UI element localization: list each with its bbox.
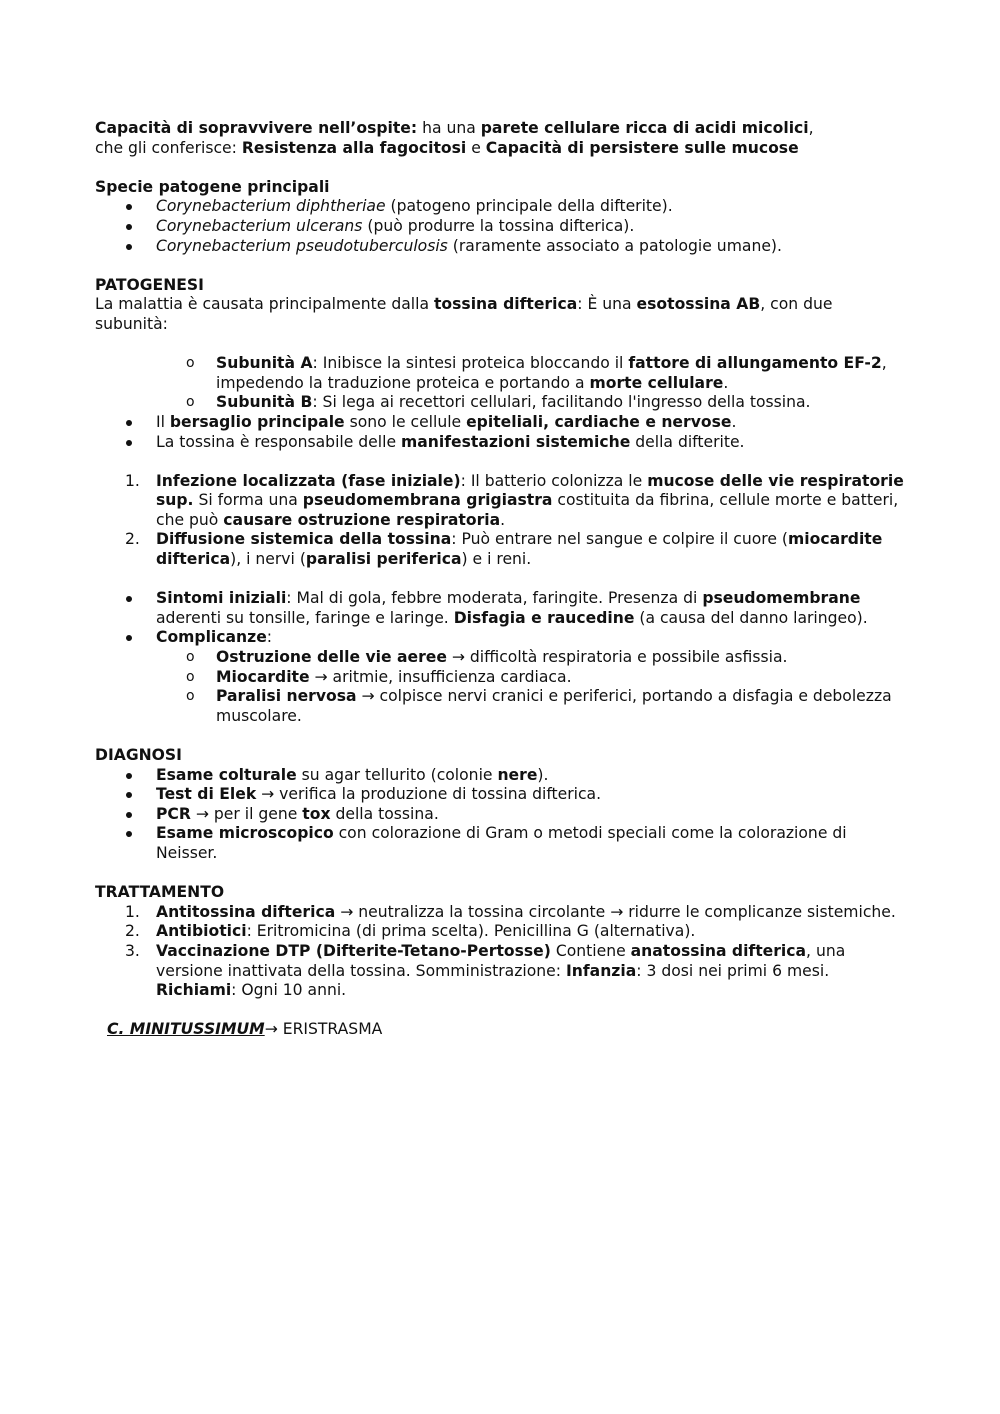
text: : È una <box>577 295 637 314</box>
text: : Ogni 10 anni. <box>231 981 347 1000</box>
text: La malattia è causata principalmente dalla <box>95 295 434 314</box>
bold-text: Miocardite <box>216 667 310 686</box>
bold-text: Diffusione sistemica della tossina <box>156 530 452 549</box>
bold-text: Paralisi nervosa <box>216 687 357 706</box>
list-marker: o <box>186 355 195 372</box>
bold-text: Test di Elek <box>156 785 257 804</box>
list-item <box>95 648 910 668</box>
text: ). <box>537 765 549 784</box>
list-item <box>95 354 910 393</box>
toxin-list <box>95 413 910 452</box>
list-item <box>95 197 910 217</box>
bold-text: bersaglio principale <box>169 412 345 431</box>
intro-text: e <box>466 138 486 157</box>
text: della difterite. <box>630 432 745 451</box>
text: : 3 dosi nei primi 6 mesi. <box>636 961 830 980</box>
phases-list <box>95 472 910 570</box>
species-name: Corynebacterium ulcerans <box>156 216 363 235</box>
list-item <box>95 589 910 628</box>
list-item <box>95 413 910 433</box>
bold-text: miocardite difterica <box>156 530 883 569</box>
bold-text: Antitossina difterica <box>156 902 336 921</box>
intro-paragraph <box>95 119 910 158</box>
bold-text: Antibiotici <box>156 922 247 941</box>
text: → verifica la produzione di tossina difterica. <box>256 785 602 804</box>
list-item <box>95 237 910 257</box>
species-name: Corynebacterium diphtheriae <box>156 197 386 216</box>
text: , impedendo la traduzione proteica e portando a <box>216 354 887 392</box>
list-number: 2. <box>125 922 140 941</box>
complications-list <box>95 648 910 726</box>
text: (a causa del danno laringeo). <box>634 608 868 627</box>
text: , una versione inattivata della tossina. Somministrazione: <box>156 941 846 980</box>
bold-text: Vaccinazione DTP (Difterite-Tetano-Pertosse) <box>156 941 551 960</box>
patogenesi-paragraph <box>95 295 910 334</box>
bold-text: Esame microscopico <box>156 824 334 843</box>
list-item <box>95 805 910 825</box>
list-item <box>95 217 910 237</box>
list-marker: o <box>186 394 195 411</box>
bold-text: nere <box>497 765 538 784</box>
intro-bold: Capacità di persistere sulle mucose <box>485 138 799 157</box>
list-marker: o <box>186 688 195 705</box>
text: La tossina è responsabile delle <box>156 432 401 451</box>
bold-text: Ostruzione delle vie aeree <box>216 648 447 667</box>
bold-text: Esame colturale <box>156 765 297 784</box>
intro-bold: Capacità di sopravvivere nell’ospite: <box>95 119 418 137</box>
text: : Può entrare nel sangue e colpire il cuore ( <box>451 530 789 549</box>
species-list <box>95 197 910 256</box>
text: → difficoltà respiratoria e possibile asfissia. <box>446 648 788 667</box>
footer-line <box>107 1020 910 1040</box>
text: sono le cellule <box>344 412 467 431</box>
bold-text: Infanzia <box>565 961 637 980</box>
list-item <box>95 393 910 413</box>
treatment-list <box>95 903 910 1001</box>
list-item <box>95 922 910 942</box>
text: costituita da fibrina, cellule morte e batteri, che può <box>156 491 899 529</box>
bold-text: PCR <box>156 804 191 823</box>
text: ) e i reni. <box>461 550 532 569</box>
diagnosi-heading-text: DIAGNOSI <box>95 746 182 764</box>
text: : Eritromicina (di prima scelta). Penicillina G (alternativa). <box>246 922 696 941</box>
text: → aritmie, insufficienza cardiaca. <box>309 667 572 686</box>
text: : <box>266 628 273 647</box>
text: : Inibisce la sintesi proteica bloccando il <box>312 354 629 373</box>
text: della tossina. <box>330 804 439 823</box>
bold-text: Subunità B <box>216 393 313 412</box>
bold-text: Richiami <box>156 981 232 1000</box>
text: → per il gene <box>190 804 303 823</box>
list-number: 1. <box>125 471 140 490</box>
bold-text: fattore di allungamento EF-2 <box>628 354 882 373</box>
bold-text: Subunità A <box>216 354 313 373</box>
list-marker: o <box>186 649 195 666</box>
species-name: Corynebacterium pseudotuberculosis <box>156 236 448 255</box>
list-item <box>95 903 910 923</box>
text: , con due subunità: <box>95 295 833 333</box>
text: ), i nervi ( <box>230 550 306 569</box>
subunit-list <box>95 354 910 413</box>
patogenesi-heading-text: PATOGENESI <box>95 275 204 294</box>
trattamento-heading-text: TRATTAMENTO <box>95 883 225 902</box>
species-heading <box>95 178 910 198</box>
species-note: (raramente associato a patologie umane). <box>447 236 782 255</box>
text: : Mal di gola, febbre moderata, faringite. Presenza di <box>286 589 703 608</box>
bold-text: Sintomi iniziali <box>156 589 287 608</box>
list-item <box>95 766 910 786</box>
list-number: 1. <box>125 902 140 921</box>
species-title: C. MINITUSSIMUM <box>107 1020 265 1039</box>
intro-bold: parete cellulare ricca di acidi micolici <box>480 119 809 137</box>
text: Si forma una <box>193 491 303 510</box>
list-item <box>95 687 910 726</box>
list-item <box>95 530 910 569</box>
bold-text: manifestazioni sistemiche <box>401 432 631 451</box>
intro-text: che gli conferisce: <box>95 138 242 157</box>
list-item <box>95 785 910 805</box>
text: su agar tellurito (colonie <box>296 765 498 784</box>
list-item <box>95 628 910 648</box>
species-note: (può produrre la tossina difterica). <box>362 216 635 235</box>
text: . <box>723 373 729 392</box>
text: con colorazione di Gram o metodi speciali come la colorazione di Neisser. <box>156 824 847 862</box>
bold-text: tox <box>302 804 331 823</box>
bold-text: tossina difterica <box>433 295 578 314</box>
intro-text: ha una <box>417 119 481 137</box>
bold-text: Disfagia e raucedine <box>453 608 635 627</box>
bold-text: anatossina difterica <box>630 941 807 960</box>
list-item <box>95 824 910 863</box>
species-note: (patogeno principale della difterite). <box>385 197 673 216</box>
text: . <box>731 412 737 431</box>
list-number: 2. <box>125 530 140 549</box>
bold-text: mucose delle vie respiratorie sup. <box>156 471 904 510</box>
diagnosi-heading <box>95 746 910 766</box>
bold-text: pseudomembrane <box>702 589 861 608</box>
trattamento-heading <box>95 883 910 903</box>
bold-text: epiteliali, cardiache e nervose <box>466 412 732 431</box>
text: → colpisce nervi cranici e periferici, portando a disfagia e debolezza muscolare. <box>216 687 892 725</box>
text: Contiene <box>550 941 631 960</box>
text: aderenti su tonsille, faringe e laringe. <box>156 608 454 627</box>
list-marker: o <box>186 668 195 685</box>
diagnosis-list <box>95 766 910 864</box>
list-item <box>95 668 910 688</box>
text: ERISTRASMA <box>277 1020 383 1039</box>
bold-text: causare ostruzione respiratoria <box>223 510 501 529</box>
bold-text: morte cellulare <box>589 373 724 392</box>
patogenesi-heading <box>95 276 910 296</box>
text: : Si lega ai recettori cellulari, facilitando l'ingresso della tossina. <box>312 393 811 412</box>
text: → neutralizza la tossina circolante → ridurre le complicanze sistemiche. <box>335 902 896 921</box>
text: . <box>500 510 506 529</box>
bold-text: Infezione localizzata (fase iniziale) <box>156 471 461 490</box>
text: : Il batterio colonizza le <box>460 471 648 490</box>
symptoms-list <box>95 589 910 648</box>
bold-text: Complicanze <box>156 628 267 647</box>
list-number: 3. <box>125 941 140 960</box>
intro-bold: Resistenza alla fagocitosi <box>241 138 467 157</box>
list-item <box>95 942 910 1001</box>
text: Il <box>156 412 170 431</box>
bold-text: paralisi periferica <box>305 550 462 569</box>
bold-text: pseudomembrana grigiastra <box>302 491 553 510</box>
species-heading-text: Specie patogene principali <box>95 177 330 196</box>
bold-text: esotossina AB <box>636 295 761 314</box>
list-item <box>95 433 910 453</box>
arrow-icon: → <box>264 1020 278 1039</box>
list-item <box>95 472 910 531</box>
document-page <box>95 119 910 1040</box>
intro-text: , <box>808 119 814 137</box>
